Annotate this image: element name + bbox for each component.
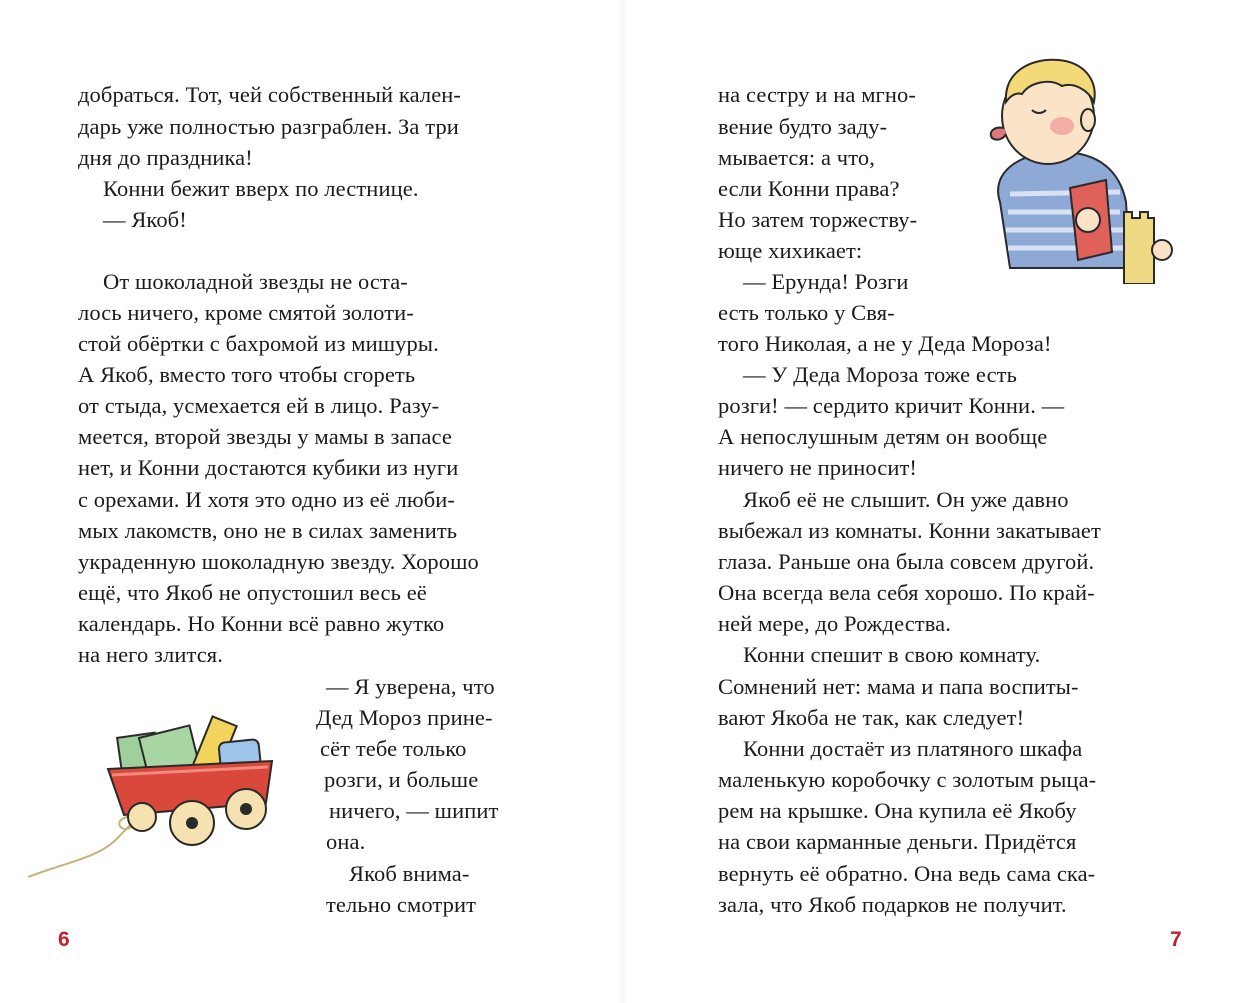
text-line: розги, и больше bbox=[324, 767, 479, 792]
text-line: есть только у Свя- bbox=[718, 300, 895, 325]
text-line: — Якоб! bbox=[103, 207, 187, 232]
text-line: Якоб её не слышит. Он уже давно bbox=[743, 487, 1069, 512]
text-line: на него злится. bbox=[78, 642, 223, 667]
text-line: календарь. Но Конни всё равно жутко bbox=[78, 611, 445, 636]
toy-wagon-illustration bbox=[20, 705, 282, 885]
text-line: Она всегда вела себя хорошо. По край- bbox=[718, 580, 1095, 605]
text-line: мывается: а что, bbox=[718, 145, 875, 170]
text-line: тельно смотрит bbox=[326, 892, 477, 917]
page-number-left: 6 bbox=[58, 928, 70, 951]
text-line: ничего не приносит! bbox=[718, 455, 918, 480]
text-line: глаза. Раньше она была совсем другой. bbox=[718, 549, 1095, 574]
text-line: Якоб внима- bbox=[349, 861, 470, 886]
text-line: от стыда, усмехается ей в лицо. Разу- bbox=[78, 393, 440, 418]
left-page bbox=[0, 0, 622, 1003]
text-line: Конни достаёт из платяного шкафа bbox=[743, 736, 1083, 761]
text-line: Но затем торжеству- bbox=[718, 207, 918, 232]
text-line: сёт тебе только bbox=[320, 736, 467, 761]
text-line: на свои карманные деньги. Придётся bbox=[718, 829, 1077, 854]
text-line: того Николая, а не у Деда Мороза! bbox=[718, 331, 1052, 356]
right-page bbox=[622, 0, 1245, 1003]
text-line: украденную шоколадную звезду. Хорошо bbox=[78, 549, 479, 574]
page-number-right: 7 bbox=[1170, 928, 1182, 951]
text-line: — У Деда Мороза тоже есть bbox=[743, 362, 1017, 387]
text-line: рем на крышке. Она купила её Якобу bbox=[718, 798, 1077, 823]
text-line: Конни бежит вверх по лестнице. bbox=[103, 176, 419, 201]
text-line: добраться. Тот, чей собственный кален- bbox=[78, 82, 462, 107]
text-line: — Я уверена, что bbox=[326, 674, 495, 699]
text-line: меется, второй звезды у мамы в запасе bbox=[78, 424, 452, 449]
text-line: ещё, что Якоб не опустошил весь её bbox=[78, 580, 427, 605]
text-line: розги! — сердито кричит Конни. — bbox=[718, 393, 1065, 418]
text-line: дня до праздника! bbox=[78, 145, 253, 170]
text-line: вернуть её обратно. Она ведь сама ска- bbox=[718, 861, 1096, 886]
text-line: ничего, — шипит bbox=[329, 798, 499, 823]
text-line: юще хихикает: bbox=[718, 238, 863, 263]
boy-illustration bbox=[970, 52, 1186, 284]
text-line: вение будто заду- bbox=[718, 114, 888, 139]
text-line: маленькую коробочку с золотым рыца- bbox=[718, 767, 1097, 792]
text-line: дарь уже полностью разграблен. За три bbox=[78, 114, 459, 139]
text-line: с орехами. И хотя это одно из её люби- bbox=[78, 487, 456, 512]
text-line: От шоколадной звезды не оста- bbox=[103, 269, 408, 294]
text-line: стой обёртки с бахромой из мишуры. bbox=[78, 331, 439, 356]
text-line: вают Якоба не так, как следует! bbox=[718, 705, 1025, 730]
text-line: лось ничего, кроме смятой золоти- bbox=[78, 300, 414, 325]
text-line: если Конни права? bbox=[718, 176, 900, 201]
text-line: на сестру и на мгно- bbox=[718, 82, 916, 107]
text-line: ней мере, до Рождества. bbox=[718, 611, 951, 636]
text-line: Сомнений нет: мама и папа воспиты- bbox=[718, 674, 1079, 699]
text-line: Конни спешит в свою комнату. bbox=[743, 642, 1041, 667]
text-line: Дед Мороз прине- bbox=[316, 705, 493, 730]
text-line: выбежал из комнаты. Конни закатывает bbox=[718, 518, 1101, 543]
text-line: — Ерунда! Розги bbox=[743, 269, 909, 294]
text-line: мых лакомств, оно не в силах заменить bbox=[78, 518, 458, 543]
text-line: нет, и Конни достаются кубики из нуги bbox=[78, 455, 459, 480]
text-line: она. bbox=[326, 829, 366, 854]
text-line: А Якоб, вместо того чтобы сгореть bbox=[78, 362, 416, 387]
text-line: А непослушным детям он вообще bbox=[718, 424, 1048, 449]
text-line: зала, что Якоб подарков не получит. bbox=[718, 892, 1067, 917]
